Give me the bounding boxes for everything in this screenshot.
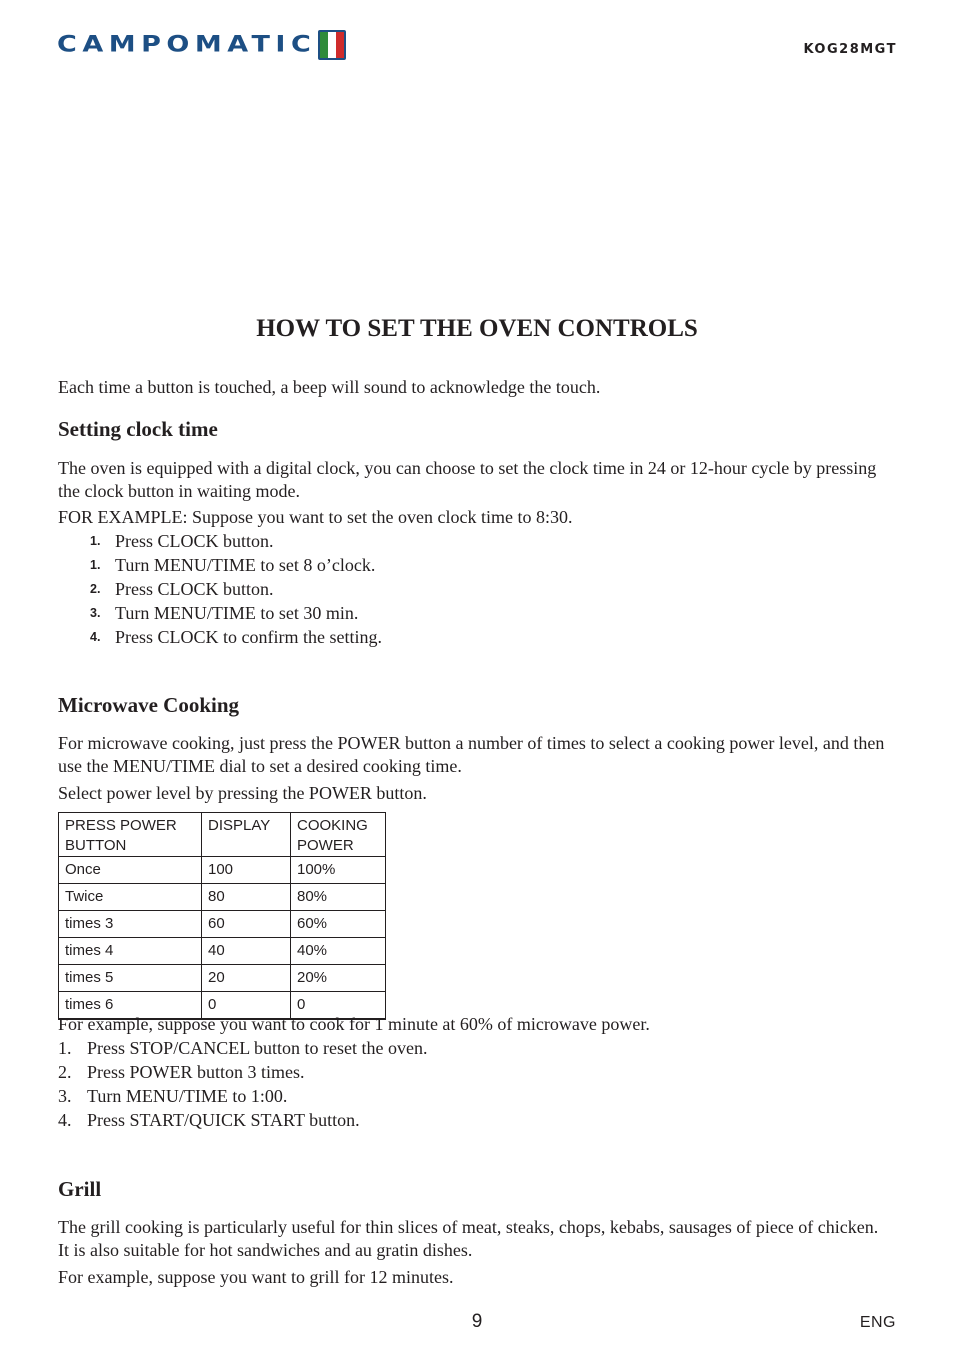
- table-cell: times 3: [59, 911, 202, 938]
- list-item: [90, 529, 382, 553]
- table-cell: 0: [202, 992, 291, 1020]
- table-cell: 100%: [291, 857, 386, 884]
- table-row: [59, 965, 386, 992]
- microwave-heading: Microwave Cooking: [58, 693, 240, 717]
- table-cell: Once: [59, 857, 202, 884]
- list-item: [58, 1036, 428, 1060]
- grill-heading: Grill: [58, 1177, 102, 1201]
- step-number: 2.: [58, 1062, 72, 1082]
- table-cell: times 5: [59, 965, 202, 992]
- list-item: [58, 1108, 428, 1132]
- step-number: 4.: [58, 1110, 72, 1130]
- clock-example: FOR EXAMPLE: Suppose you want to set the oven clock time to 8:30.: [58, 507, 573, 527]
- table-cell: 0: [291, 992, 386, 1020]
- step-text: Press CLOCK button.: [115, 579, 274, 599]
- microwave-steps-list: [58, 1036, 428, 1132]
- table-cell: 80%: [291, 884, 386, 911]
- table-cell: Twice: [59, 884, 202, 911]
- table-row: [59, 884, 386, 911]
- brand-logo-text: CAMPOMATIC: [57, 31, 317, 58]
- step-text: Press CLOCK button.: [115, 531, 274, 551]
- step-text: Press START/QUICK START button.: [87, 1110, 360, 1130]
- step-number: 4.: [90, 630, 101, 644]
- step-text: Turn MENU/TIME to set 8 o’clock.: [115, 555, 376, 575]
- table-cell: 40: [202, 938, 291, 965]
- column-header-press-power: PRESS POWER BUTTON: [59, 813, 202, 857]
- step-text: Turn MENU/TIME to 1:00.: [87, 1086, 288, 1106]
- step-number: 3.: [90, 606, 101, 620]
- column-header-cooking-power: COOKING POWER: [291, 813, 386, 857]
- table-cell: times 6: [59, 992, 202, 1020]
- table-row: [59, 911, 386, 938]
- grill-paragraph: The grill cooking is particularly useful for thin slices of meat, steaks, chops, kebabs, sausages of piece of chicken. It is also suitable for hot sandwiches and au gratin dishes.: [58, 1217, 879, 1260]
- list-item: [90, 553, 382, 577]
- microwave-select-text: Select power level by pressing the POWER button.: [58, 783, 427, 803]
- language-label: ENG: [859, 1314, 896, 1331]
- list-item: [58, 1060, 428, 1084]
- step-number: 1.: [90, 558, 101, 572]
- step-text: Turn MENU/TIME to set 30 min.: [115, 603, 359, 623]
- column-header-display: DISPLAY: [202, 813, 291, 857]
- table-row: [59, 938, 386, 965]
- page-number: 9: [471, 1311, 483, 1332]
- table-cell: 100: [202, 857, 291, 884]
- model-number: KOG28MGT: [803, 42, 897, 57]
- table-cell: 60%: [291, 911, 386, 938]
- step-text: Press CLOCK to confirm the setting.: [115, 627, 382, 647]
- step-number: 1.: [58, 1038, 72, 1058]
- flag-stripe-red: [336, 32, 344, 58]
- table-header-row: [59, 813, 386, 857]
- list-item: [58, 1084, 428, 1108]
- clock-steps-list: [90, 529, 382, 649]
- list-item: [90, 601, 382, 625]
- table-cell: 20%: [291, 965, 386, 992]
- step-text: Press STOP/CANCEL button to reset the oven.: [87, 1038, 428, 1058]
- page-title: HOW TO SET THE OVEN CONTROLS: [256, 315, 698, 342]
- grill-example: For example, suppose you want to grill for 12 minutes.: [58, 1267, 454, 1287]
- clock-paragraph: The oven is equipped with a digital clock, you can choose to set the clock time in 24 or 12-hour cycle by pressing the clock button in waiting mode.: [58, 458, 877, 501]
- table-cell: 80: [202, 884, 291, 911]
- power-level-table: [58, 812, 386, 1020]
- table-row: [59, 857, 386, 884]
- microwave-paragraph: For microwave cooking, just press the POWER button a number of times to select a cooking power level, and then use the MENU/TIME dial to set a desired cooking time.: [58, 733, 885, 776]
- step-number: 3.: [58, 1086, 72, 1106]
- brand-logo: [57, 30, 346, 60]
- step-text: Press POWER button 3 times.: [87, 1062, 305, 1082]
- step-number: 2.: [90, 582, 101, 596]
- list-item: [90, 625, 382, 649]
- flag-stripe-white: [328, 32, 336, 58]
- table-cell: 60: [202, 911, 291, 938]
- table-cell: times 4: [59, 938, 202, 965]
- italian-flag-icon: [318, 30, 346, 60]
- intro-paragraph: Each time a button is touched, a beep will sound to acknowledge the touch.: [58, 377, 601, 397]
- step-number: 1.: [90, 534, 101, 548]
- list-item: [90, 577, 382, 601]
- clock-heading: Setting clock time: [58, 417, 218, 441]
- table-cell: 20: [202, 965, 291, 992]
- microwave-example: For example, suppose you want to cook for 1 minute at 60% of microwave power.: [58, 1014, 650, 1034]
- flag-stripe-green: [320, 32, 328, 58]
- table-cell: 40%: [291, 938, 386, 965]
